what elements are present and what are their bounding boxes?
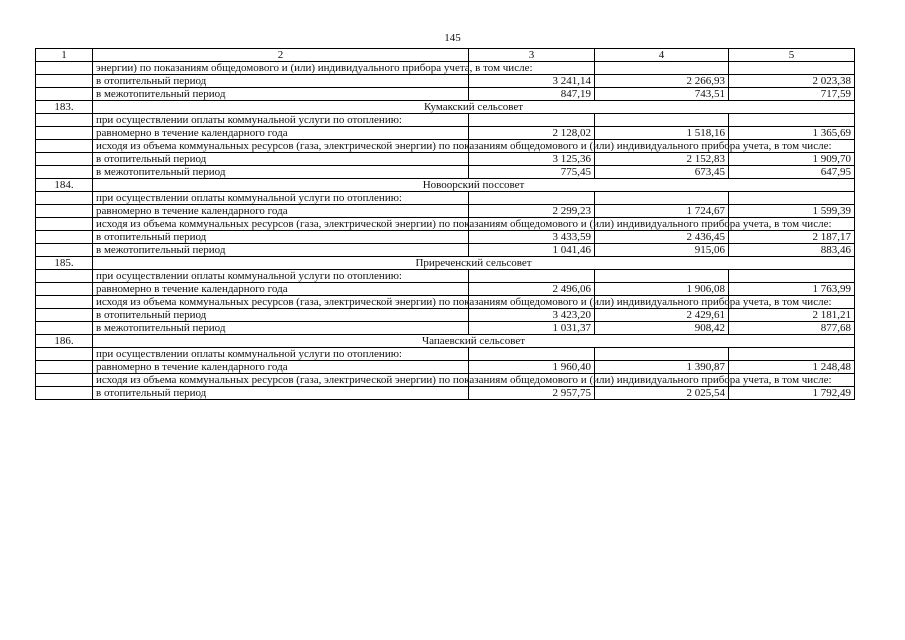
- row-number-cell: [36, 153, 93, 166]
- row-number-cell: [36, 361, 93, 374]
- table-row: [36, 387, 855, 400]
- value-col4: 2 152,83: [595, 153, 729, 166]
- row-description: при осуществлении оплаты коммунальной услуги по отоплению:: [93, 114, 469, 127]
- row-description: исходя из объема коммунальных ресурсов (газа, электрической энергии) по показаниям общедомового и (или) индивидуального прибора учета, в том числе:: [93, 218, 469, 231]
- value-col5: 1 792,49: [729, 387, 855, 400]
- value-col5: 2 187,17: [729, 231, 855, 244]
- value-col5: 717,59: [729, 88, 855, 101]
- value-col4: 1 906,08: [595, 283, 729, 296]
- table-row: [36, 296, 855, 309]
- value-col3: 775,45: [469, 166, 595, 179]
- row-description: в межотопительный период: [93, 88, 469, 101]
- table-row: [36, 218, 855, 231]
- row-number-cell: [36, 387, 93, 400]
- row-description: в отопительный период: [93, 75, 469, 88]
- section-number: 186.: [36, 335, 93, 348]
- column-number: 4: [595, 49, 729, 62]
- table-row: [36, 127, 855, 140]
- value-col4: 2 266,93: [595, 75, 729, 88]
- row-description: равномерно в течение календарного года: [93, 283, 469, 296]
- value-col4: 908,42: [595, 322, 729, 335]
- tariff-table-body: [36, 49, 855, 400]
- value-col5: [729, 114, 855, 127]
- row-number-cell: [36, 374, 93, 387]
- row-number-cell: [36, 322, 93, 335]
- value-col3: [469, 114, 595, 127]
- value-col4: [595, 62, 729, 75]
- value-col4: 2 436,45: [595, 231, 729, 244]
- table-row: [36, 309, 855, 322]
- row-description: при осуществлении оплаты коммунальной услуги по отоплению:: [93, 270, 469, 283]
- row-description: исходя из объема коммунальных ресурсов (газа, электрической энергии) по показаниям общедомового и (или) индивидуального прибора учета, в том числе:: [93, 296, 469, 309]
- value-col3: [469, 192, 595, 205]
- section-header-row: [36, 101, 855, 114]
- value-col5: 883,46: [729, 244, 855, 257]
- column-number-row: [36, 49, 855, 62]
- section-title: Чапаевский сельсовет: [93, 335, 855, 348]
- row-number-cell: [36, 218, 93, 231]
- section-title: Новоорский поссовет: [93, 179, 855, 192]
- value-col5: 1 909,70: [729, 153, 855, 166]
- section-number: 185.: [36, 257, 93, 270]
- value-col4: 1 724,67: [595, 205, 729, 218]
- value-col5: 2 023,38: [729, 75, 855, 88]
- value-col5: 2 181,21: [729, 309, 855, 322]
- section-number: 183.: [36, 101, 93, 114]
- value-col5: 647,95: [729, 166, 855, 179]
- value-col4: 2 025,54: [595, 387, 729, 400]
- page-number: 145: [444, 32, 461, 44]
- column-number: 3: [469, 49, 595, 62]
- table-row: [36, 166, 855, 179]
- row-number-cell: [36, 348, 93, 361]
- row-number-cell: [36, 192, 93, 205]
- section-title: Кумакский сельсовет: [93, 101, 855, 114]
- row-number-cell: [36, 75, 93, 88]
- value-col5: 1 599,39: [729, 205, 855, 218]
- row-number-cell: [36, 114, 93, 127]
- row-description: в отопительный период: [93, 231, 469, 244]
- table-row: [36, 192, 855, 205]
- value-col3: 2 128,02: [469, 127, 595, 140]
- value-col3: 2 496,06: [469, 283, 595, 296]
- value-col5: [729, 62, 855, 75]
- row-number-cell: [36, 88, 93, 101]
- table-row: [36, 75, 855, 88]
- value-col5: 1 248,48: [729, 361, 855, 374]
- table-row: [36, 270, 855, 283]
- row-number-cell: [36, 270, 93, 283]
- value-col4: [595, 270, 729, 283]
- value-col3: 847,19: [469, 88, 595, 101]
- row-number-cell: [36, 283, 93, 296]
- value-col3: 1 960,40: [469, 361, 595, 374]
- tariff-table: [35, 48, 855, 400]
- row-number-cell: [36, 140, 93, 153]
- row-number-cell: [36, 62, 93, 75]
- value-col4: [595, 114, 729, 127]
- row-description: исходя из объема коммунальных ресурсов (газа, электрической энергии) по показаниям общедомового и (или) индивидуального прибора учета, в том числе:: [93, 140, 469, 153]
- row-number-cell: [36, 205, 93, 218]
- row-number-cell: [36, 309, 93, 322]
- row-description: в отопительный период: [93, 153, 469, 166]
- row-description: в отопительный период: [93, 387, 469, 400]
- table-row: [36, 88, 855, 101]
- value-col5: 877,68: [729, 322, 855, 335]
- value-col5: 1 365,69: [729, 127, 855, 140]
- value-col3: 3 423,20: [469, 309, 595, 322]
- table-row: [36, 140, 855, 153]
- value-col4: 1 390,87: [595, 361, 729, 374]
- value-col4: 915,06: [595, 244, 729, 257]
- row-number-cell: [36, 166, 93, 179]
- table-row: [36, 322, 855, 335]
- table-row: [36, 153, 855, 166]
- section-header-row: [36, 179, 855, 192]
- table-row: [36, 231, 855, 244]
- section-header-row: [36, 257, 855, 270]
- row-description: в межотопительный период: [93, 322, 469, 335]
- row-description: в отопительный период: [93, 309, 469, 322]
- table-row: [36, 62, 855, 75]
- row-description: в межотопительный период: [93, 166, 469, 179]
- table-row: [36, 205, 855, 218]
- value-col4: 2 429,61: [595, 309, 729, 322]
- value-col3: 3 433,59: [469, 231, 595, 244]
- value-col5: 1 763,99: [729, 283, 855, 296]
- table-row: [36, 374, 855, 387]
- value-col4: [595, 192, 729, 205]
- row-description: при осуществлении оплаты коммунальной услуги по отоплению:: [93, 348, 469, 361]
- row-description: равномерно в течение календарного года: [93, 205, 469, 218]
- table-row: [36, 348, 855, 361]
- value-col3: 2 957,75: [469, 387, 595, 400]
- table-row: [36, 361, 855, 374]
- row-description: энергии) по показаниям общедомового и (или) индивидуального прибора учета, в том числе:: [93, 62, 469, 75]
- section-header-row: [36, 335, 855, 348]
- value-col4: 1 518,16: [595, 127, 729, 140]
- value-col5: [729, 192, 855, 205]
- row-description: в межотопительный период: [93, 244, 469, 257]
- row-number-cell: [36, 244, 93, 257]
- row-description: равномерно в течение календарного года: [93, 361, 469, 374]
- value-col5: [729, 270, 855, 283]
- value-col3: 1 031,37: [469, 322, 595, 335]
- row-number-cell: [36, 127, 93, 140]
- section-number: 184.: [36, 179, 93, 192]
- value-col3: 3 241,14: [469, 75, 595, 88]
- column-number: 2: [93, 49, 469, 62]
- column-number: 5: [729, 49, 855, 62]
- value-col5: [729, 348, 855, 361]
- row-description: равномерно в течение календарного года: [93, 127, 469, 140]
- value-col3: 1 041,46: [469, 244, 595, 257]
- value-col4: 673,45: [595, 166, 729, 179]
- value-col3: 3 125,36: [469, 153, 595, 166]
- value-col4: 743,51: [595, 88, 729, 101]
- value-col4: [595, 348, 729, 361]
- column-number: 1: [36, 49, 93, 62]
- section-title: Приреченский сельсовет: [93, 257, 855, 270]
- row-description: при осуществлении оплаты коммунальной услуги по отоплению:: [93, 192, 469, 205]
- value-col3: [469, 348, 595, 361]
- table-row: [36, 114, 855, 127]
- row-description: исходя из объема коммунальных ресурсов (газа, электрической энергии) по показаниям общедомового и (или) индивидуального прибора учета, в том числе:: [93, 374, 469, 387]
- value-col3: [469, 270, 595, 283]
- value-col3: 2 299,23: [469, 205, 595, 218]
- row-number-cell: [36, 231, 93, 244]
- table-row: [36, 244, 855, 257]
- row-number-cell: [36, 296, 93, 309]
- table-row: [36, 283, 855, 296]
